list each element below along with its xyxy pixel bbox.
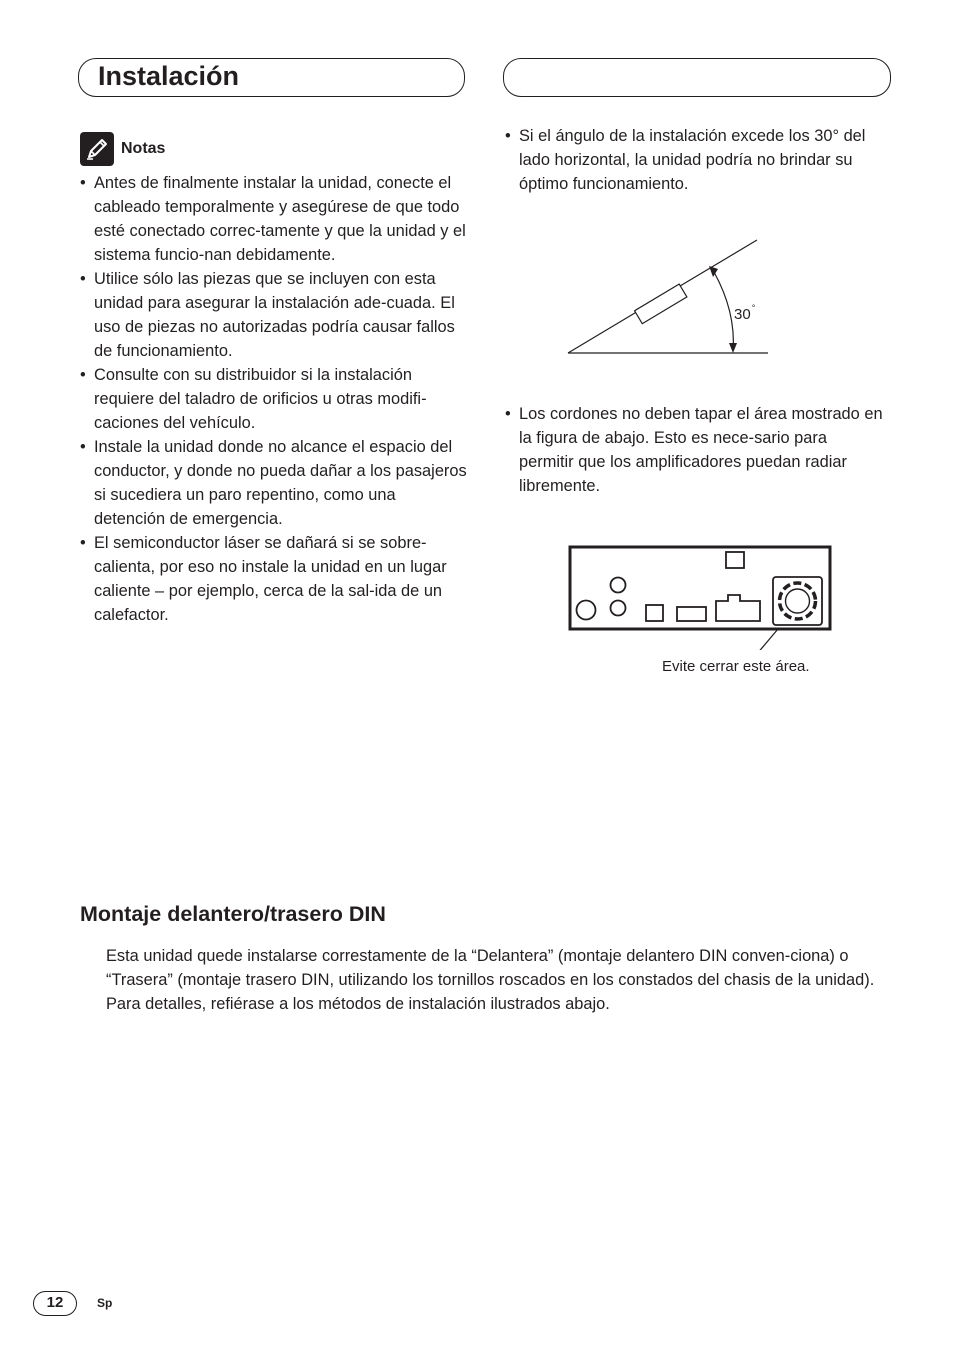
page-number: 12 — [33, 1291, 77, 1316]
list-item: • Antes de finalmente instalar la unidad, conecte el cableado temporalmente y asegúrese de que todo esté conectado correc-tamente y que la unidad y el sistema funcio-nan debidamente. — [80, 171, 468, 267]
notes-heading — [80, 132, 165, 166]
arc-arrowhead-top — [709, 266, 718, 277]
pencil-icon — [80, 132, 114, 166]
angle-label — [734, 298, 755, 325]
list-item: • El semiconductor láser se dañará si se sobre-calienta, por eso no instale la unidad en un lugar caliente – por ejemplo, cerca de la sal-ida de un calefactor. — [80, 531, 468, 627]
list-item: • Consulte con su distribuidor si la instalación requiere del taladro de orificios u otras modifi-caciones del vehículo. — [80, 363, 468, 435]
din-section-body: Esta unidad quede instalarse correstamente de la “Delantera” (montaje delantero DIN conven-ciona) o “Trasera” (montaje trasero DIN, utilizando los tornillos roscados en los constados del chasis de la unidad). Para detalles, refiérase a los métodos de instalación ilustrados abajo. — [106, 947, 875, 1013]
degree-sign: ° — [751, 303, 756, 313]
section-title: Instalación — [98, 61, 240, 91]
angle-note-list — [505, 124, 885, 196]
callout-line — [756, 629, 778, 650]
rear-panel-diagram — [560, 540, 840, 650]
angle-note: • Si el ángulo de la instalación excede los 30° del lado horizontal, la unidad podría no brindar su óptimo funcionamiento. — [505, 124, 885, 196]
notes-title: Notas — [121, 140, 166, 157]
right-header-tab — [503, 58, 891, 97]
list-item: • Instale la unidad donde no alcance el espacio del conductor, y donde no pueda dañar a los pasajeros si sucediera un paro repentino, como una detención de emergencia. — [80, 435, 468, 531]
list-item: • Utilice sólo las piezas que se incluyen con esta unidad para asegurar la instalación ade-cuada. El uso de piezas no autorizadas podría causar fallos de funcionamiento. — [80, 267, 468, 363]
installation-angle-diagram — [560, 232, 780, 362]
language-code: Sp — [97, 1296, 113, 1310]
unit-outline — [635, 284, 687, 324]
cords-note: • Los cordones no deben tapar el área mostrado en la figura de abajo. Esto es nece-sario para permitir que los amplificadores puedan radiar libremente. — [505, 402, 885, 498]
angle-value: 30 — [734, 306, 751, 323]
arc-arrowhead-bottom — [729, 343, 737, 353]
notes-list — [80, 171, 468, 627]
cords-note-list — [505, 402, 885, 498]
rear-panel-caption: Evite cerrar este área. — [662, 658, 810, 675]
angle-arc — [714, 272, 733, 351]
din-section-title: Montaje delantero/trasero DIN — [80, 902, 386, 926]
